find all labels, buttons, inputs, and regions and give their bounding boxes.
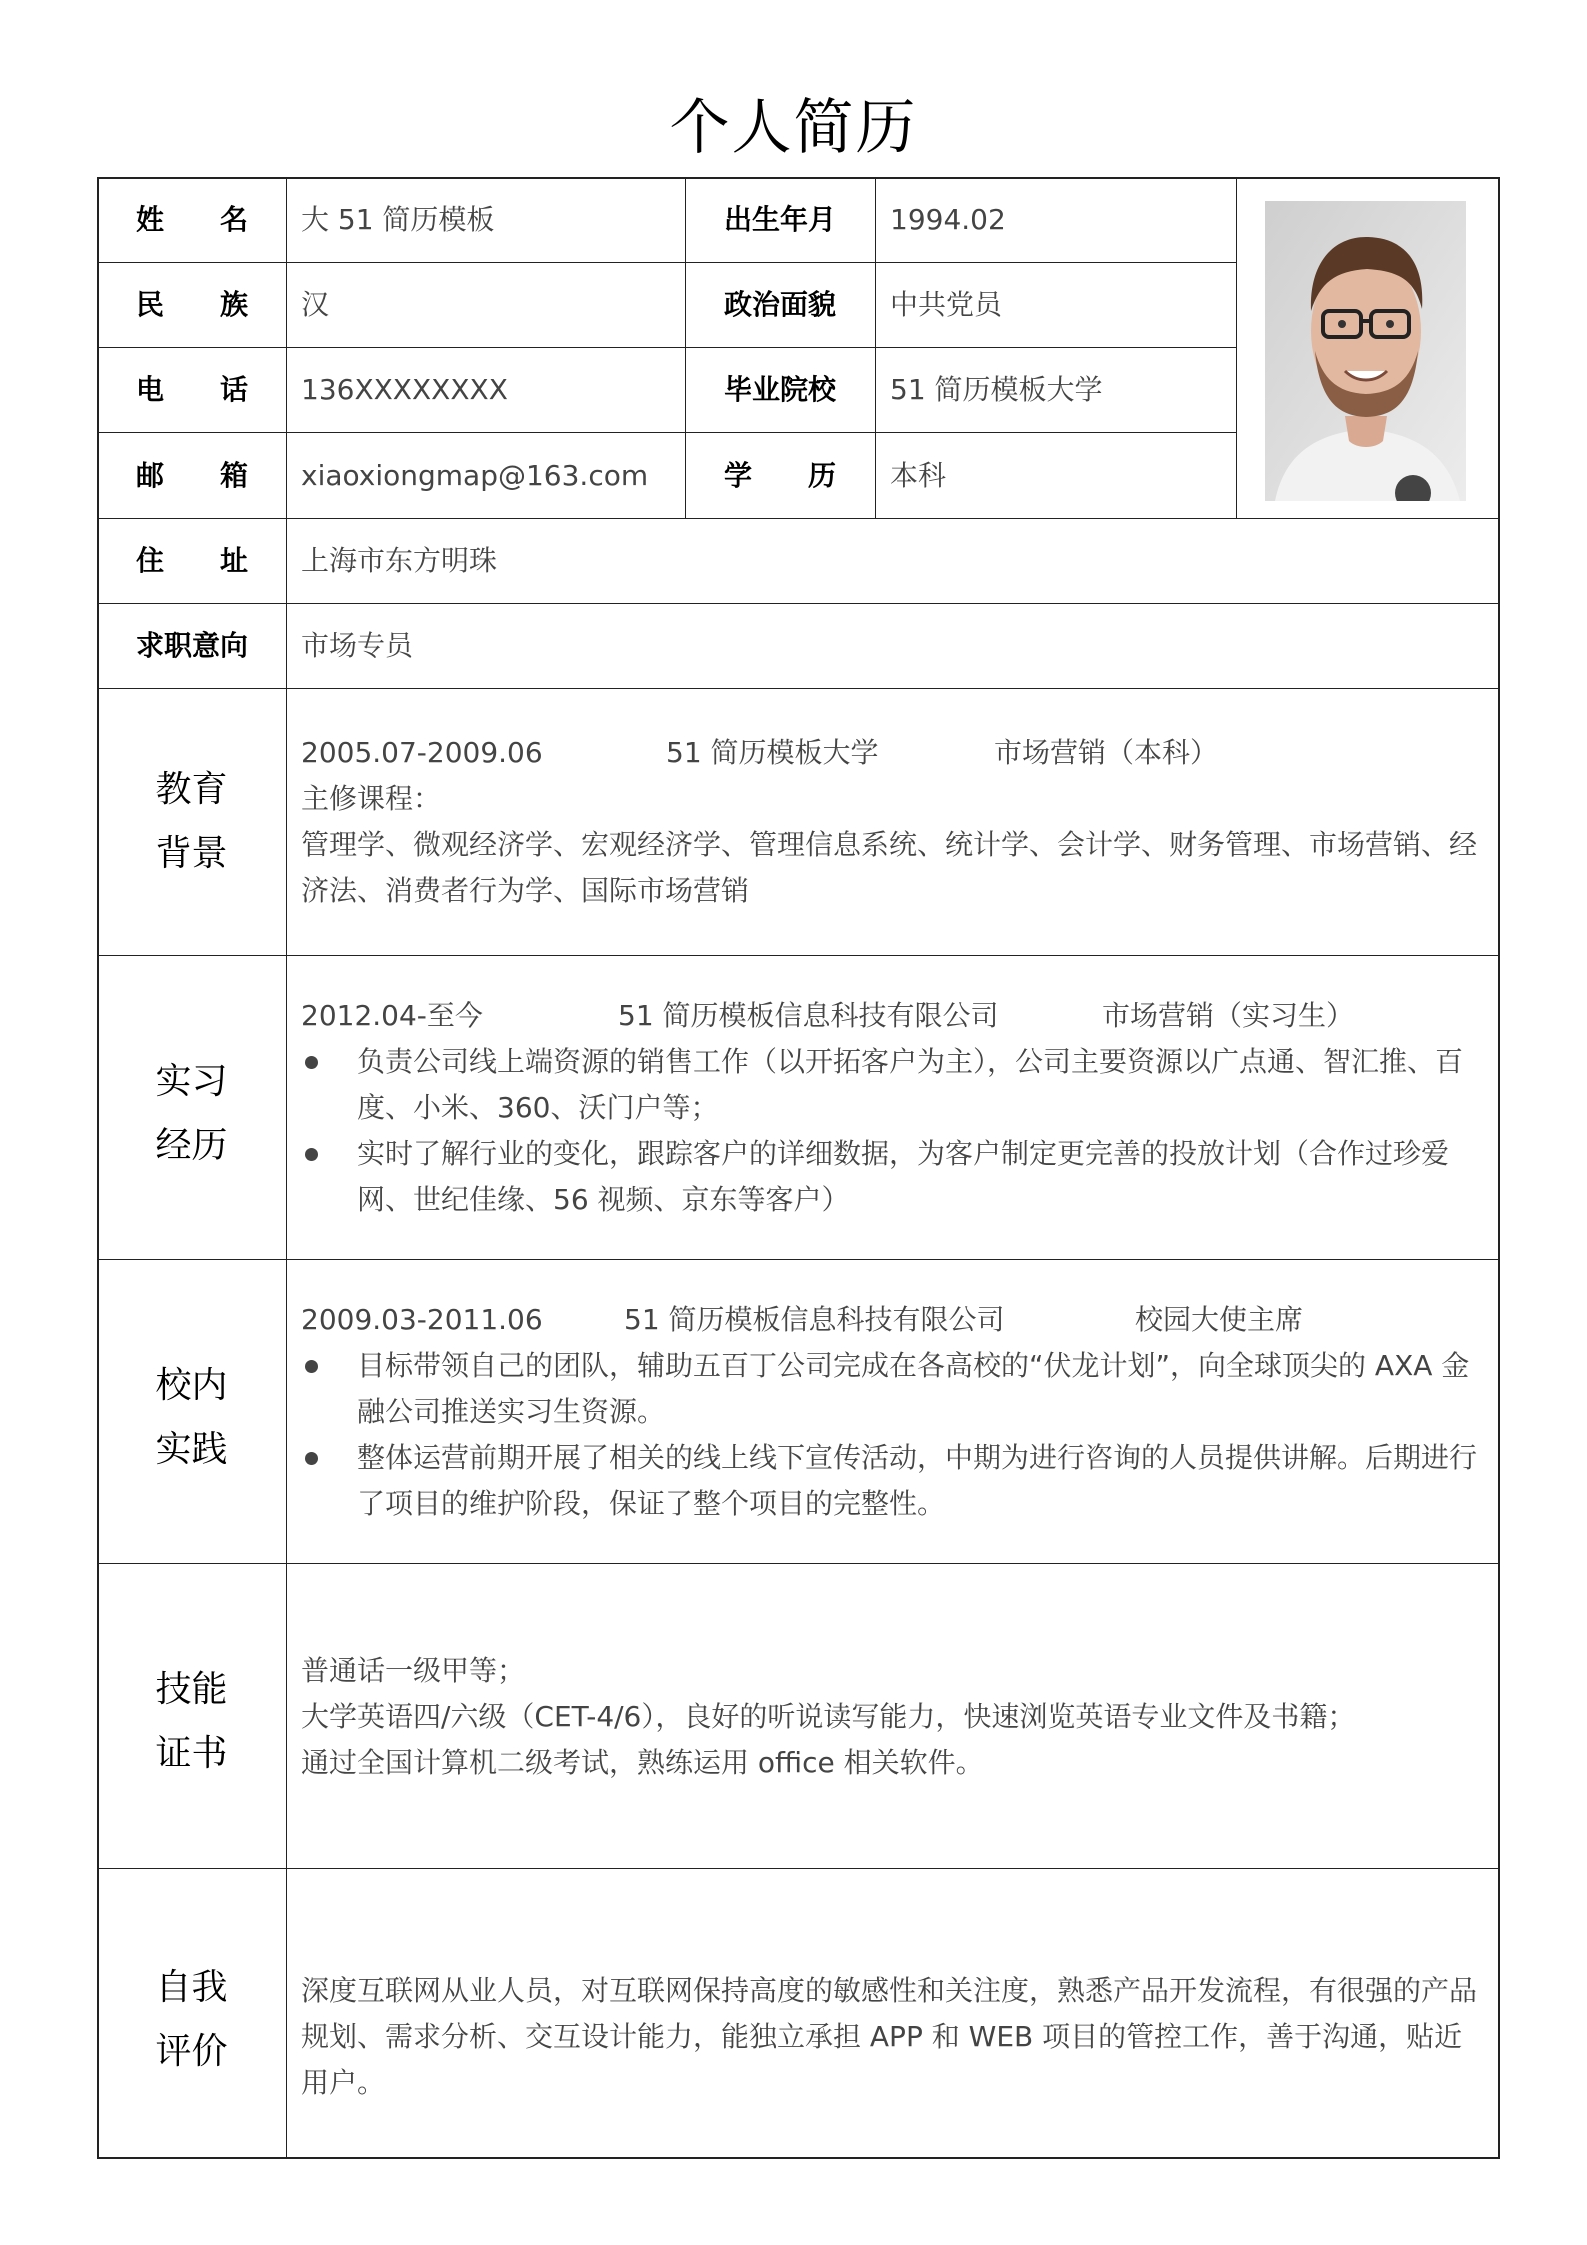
school-value: 51 简历模板大学 [890, 373, 1103, 406]
list-item: 实时了解行业的变化，跟踪客户的详细数据，为客户制定更完善的投放计划（合作过珍爱网、世纪佳缘、56 视频、京东等客户） [301, 1131, 1486, 1223]
bullet-icon [301, 1039, 357, 1085]
skills-section [301, 1648, 1486, 1786]
name-value: 大 51 简历模板 [301, 203, 495, 236]
divider [685, 177, 686, 518]
divider [97, 1259, 1500, 1260]
internship-section [301, 993, 1486, 1223]
education-label: 教育 背景 [155, 769, 228, 874]
degree-value: 本科 [890, 459, 947, 492]
education-period: 2005.07-2009.06 [301, 736, 543, 769]
nation-value: 汉 [301, 288, 330, 321]
list-item: 目标带领自己的团队，辅助五百丁公司完成在各高校的“伏龙计划”，向全球顶尖的 AXA 金融公司推送实习生资源。 [301, 1343, 1486, 1435]
divider [97, 1563, 1500, 1564]
education-section [301, 730, 1486, 914]
page-title: 个人简历 [669, 93, 918, 163]
campus-role: 校园大使主席 [1135, 1303, 1304, 1336]
phone-label: 电 话 [136, 373, 248, 406]
divider [97, 432, 1237, 433]
skill-line: 通过全国计算机二级考试，熟练运用 office 相关软件。 [301, 1746, 984, 1779]
birth-label: 出生年月 [724, 203, 837, 236]
campus-section [301, 1297, 1486, 1527]
internship-period: 2012.04-至今 [301, 999, 483, 1032]
divider [97, 955, 1500, 956]
intent-value: 市场专员 [301, 629, 414, 662]
nation-label: 民 族 [136, 288, 248, 321]
divider [875, 177, 876, 518]
courses-list: 管理学、微观经济学、宏观经济学、管理信息系统、统计学、会计学、财务管理、市场营销、经济法、消费者行为学、国际市场营销 [301, 828, 1478, 907]
intent-label: 求职意向 [136, 629, 249, 662]
education-major: 市场营销（本科） [994, 736, 1219, 769]
self-label: 自我 评价 [155, 1967, 228, 2072]
divider [286, 177, 287, 2159]
divider [1236, 177, 1237, 518]
bullet-icon [301, 1131, 357, 1177]
courses-title: 主修课程： [301, 782, 442, 815]
politics-value: 中共党员 [890, 288, 1003, 321]
list-item: 整体运营前期开展了相关的线上线下宣传活动，中期为进行咨询的人员提供讲解。后期进行了项目的维护阶段，保证了整个项目的完整性。 [301, 1435, 1486, 1527]
politics-label: 政治面貌 [724, 288, 837, 321]
portrait-photo [1265, 201, 1466, 501]
campus-period: 2009.03-2011.06 [301, 1303, 543, 1336]
phone-value: 136XXXXXXXX [301, 373, 508, 406]
skill-line: 大学英语四/六级（CET-4/6），良好的听说读写能力，快速浏览英语专业文件及书籍； [301, 1700, 1356, 1733]
email-value: xiaoxiongmap@163.com [301, 459, 649, 492]
school-label: 毕业院校 [724, 373, 837, 406]
address-value: 上海市东方明珠 [301, 544, 498, 577]
internship-role: 市场营销（实习生） [1102, 999, 1355, 1032]
campus-company: 51 简历模板信息科技有限公司 [624, 1303, 1005, 1336]
internship-label: 实习 经历 [155, 1061, 228, 1166]
divider [97, 603, 1500, 604]
bullet-icon [301, 1343, 357, 1389]
skill-line: 普通话一级甲等； [301, 1654, 526, 1687]
list-item: 负责公司线上端资源的销售工作（以开拓客户为主），公司主要资源以广点通、智汇推、百度、小米、360、沃门户等； [301, 1039, 1486, 1131]
education-school: 51 简历模板大学 [666, 736, 879, 769]
skills-label: 技能 证书 [155, 1669, 228, 1774]
self-evaluation: 深度互联网从业人员，对互联网保持高度的敏感性和关注度，熟悉产品开发流程，有很强的产品规划、需求分析、交互设计能力，能独立承担 APP 和 WEB 项目的管控工作，善于沟通，贴近用户。 [301, 1974, 1478, 2099]
campus-label: 校内 实践 [155, 1365, 228, 1470]
email-label: 邮 箱 [136, 459, 248, 492]
degree-label: 学 历 [724, 459, 836, 492]
address-label: 住 址 [136, 544, 248, 577]
bullet-icon [301, 1435, 357, 1481]
name-label: 姓 名 [136, 203, 248, 236]
internship-company: 51 简历模板信息科技有限公司 [618, 999, 999, 1032]
divider [97, 688, 1500, 689]
divider [97, 262, 1237, 263]
portrait-icon [1265, 201, 1466, 501]
divider [97, 347, 1237, 348]
divider [97, 1868, 1500, 1869]
divider [97, 518, 1500, 519]
birth-value: 1994.02 [890, 203, 1006, 236]
